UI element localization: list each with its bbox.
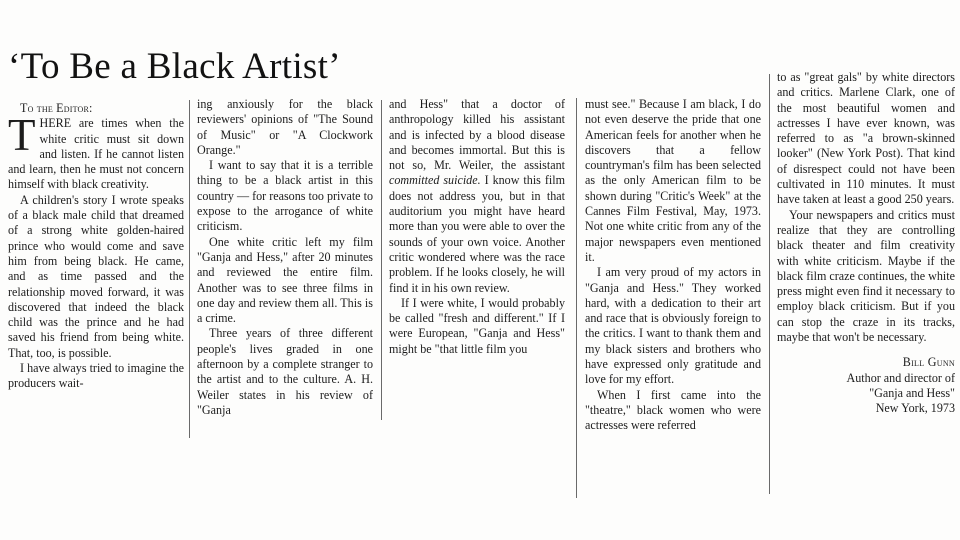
column-rule — [769, 74, 770, 494]
paragraph: I have always tried to imagine the producers wait- — [8, 361, 184, 391]
article-column-1 — [8, 101, 184, 441]
column-rule — [381, 100, 382, 420]
headline: ‘To Be a Black Artist’ — [8, 46, 341, 87]
paragraph — [8, 110, 184, 192]
column-rule — [189, 100, 190, 438]
paragraph: Your newspapers and critics must realize that they are controlling black theater and film creativity with white criticism. Maybe if the black film craze continues, the white press might even find it necessary to employ black criticism. But if you can stop the craze in its tracks, maybe that won't be necessary. — [777, 207, 955, 345]
article-column-4 — [585, 97, 761, 499]
paragraph: I am very proud of my actors in "Ganja and Hess." They worked hard, with a dedication to their art and race that is obviously foreign to the critics. I want to thank them and my black sisters and brothers who have expressed only gratitude and love for my effort. — [585, 265, 761, 387]
article-column-2 — [197, 97, 373, 441]
emphasis-text: committed suicide. — [389, 173, 481, 188]
paragraph-text: HERE are times when the white critic must sit down and listen. If he cannot listen and learn, then he must not concern himself with black creativity. — [8, 116, 184, 192]
paragraph: One white critic left my film "Ganja and Hess," after 20 minutes and reviewed the entire film. Another was to see three films in one day and review them all. This is a crime. — [197, 234, 373, 326]
paragraph: ing anxiously for the black reviewers' opinions of "The Sound of Music" or "A Clockwork Orange." — [197, 97, 373, 157]
paragraph: When I first came into the "theatre," black women who were actresses were referred — [585, 387, 761, 433]
drop-cap: T — [8, 110, 36, 161]
paragraph: Three years of three different people's lives graded in one afternoon by a complete stranger to the artist and to the culture. A. H. Weiler states in his review of "Ganja — [197, 326, 373, 417]
signature-title: Author and director of — [846, 370, 955, 385]
column-rule — [576, 98, 577, 498]
paragraph — [389, 97, 565, 296]
to-the-editor-label: To the Editor: — [20, 101, 93, 115]
article-column-3 — [389, 97, 565, 423]
paragraph: A children's story I wrote speaks of a black male child that dreamed of a strong white golden-haired prince who would come and save him from being black. He came, and as time passed and the relationship moved forward, it was discovered that indeed the black child was the prince and he had saved his friend from being white. That, too, is possible. — [8, 192, 184, 360]
paragraph-text: and Hess" that a doctor of anthropology killed his assistant and is infected by a blood disease and becomes immortal. But this is not so, Mr. Weiler, the assistant — [389, 97, 565, 173]
signature-location: New York, 1973 — [875, 401, 955, 416]
signature-film: "Ganja and Hess" — [869, 385, 955, 400]
paragraph: must see." Because I am black, I do not even deserve the pride that one American feels for another when he discovers that a fellow countryman's film has been selected as the only American film to be shown during "Critic's Week" at the Cannes Film Festival, May, 1973. Not one white critic from any of the major newspapers even mentioned it. — [585, 97, 761, 264]
paragraph: to as "great gals" by white directors and critics. Marlene Clark, one of the most beautiful women and actresses I have ever known, was referred to as "a brown-skinned looker" (New York Post). That kind of disrespect could not have been cultivated in 110 minutes. It must have taken at least a good 250 years. — [777, 70, 955, 207]
paragraph: If I were white, I would probably be called "fresh and different." If I were European, "Ganja and Hess" might be "that little film you — [389, 295, 565, 356]
article-column-5 — [777, 70, 955, 470]
signature-name: Bill Gunn — [902, 355, 955, 370]
paragraph: I want to say that it is a terrible thing to be a black artist in this country — for reasons too private to expose to the arrogance of white criticism. — [197, 158, 373, 234]
paragraph-text: I know this film does not address you, but in that auditorium you might have heard more than you were able to over the sounds of your own voice. Another critic wondered where was the race problem. If he looks closely, he will find it in his own review. — [389, 173, 565, 295]
